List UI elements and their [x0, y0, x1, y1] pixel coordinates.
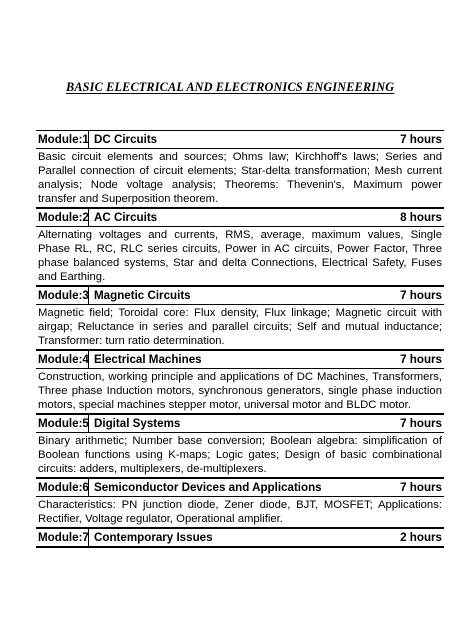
module-header	[36, 529, 444, 548]
module-3	[36, 287, 444, 351]
module-hours: 2 hours	[400, 531, 442, 544]
module-title: Digital Systems	[94, 417, 181, 430]
module-content: Binary arithmetic; Number base conversion; Boolean algebra: simplification of Boolean functions using K-maps; Logic gates; Design of basic combinational circuits: adders, multiplexers, de-multiplexers.	[36, 433, 444, 479]
module-4	[36, 351, 444, 415]
module-title: Semiconductor Devices and Applications	[94, 481, 322, 494]
module-title: Magnetic Circuits	[94, 289, 191, 302]
module-content: Characteristics: PN junction diode, Zener diode, BJT, MOSFET; Applications: Rectifier, Voltage regulator, Operational amplifier.	[36, 497, 444, 529]
module-6	[36, 479, 444, 529]
module-content: Construction, working principle and applications of DC Machines, Transformers, Three phase Induction motors, synchronous generators, single phase induction motors, special machines stepper motor, universal motor and BLDC motor.	[36, 369, 444, 415]
module-number: Module:3	[38, 289, 89, 302]
module-title: DC Circuits	[94, 133, 158, 146]
module-header	[36, 479, 444, 497]
module-number: Module:4	[38, 353, 89, 366]
module-header	[36, 351, 444, 369]
module-hours: 7 hours	[400, 481, 442, 494]
module-title: Contemporary Issues	[94, 531, 213, 544]
module-hours: 8 hours	[400, 211, 442, 224]
module-number: Module:6	[38, 481, 89, 494]
module-1	[36, 131, 444, 209]
module-hours: 7 hours	[400, 417, 442, 430]
module-hours: 7 hours	[400, 289, 442, 302]
module-title: AC Circuits	[94, 211, 158, 224]
module-header	[36, 131, 444, 149]
module-7	[36, 529, 444, 548]
page-title: BASIC ELECTRICAL AND ELECTRONICS ENGINEERING	[66, 80, 395, 94]
module-number: Module:5	[38, 417, 89, 430]
module-header	[36, 209, 444, 227]
module-hours: 7 hours	[400, 353, 442, 366]
module-number: Module:2	[38, 211, 89, 224]
module-header	[36, 415, 444, 433]
module-header	[36, 287, 444, 305]
module-5	[36, 415, 444, 479]
module-content: Alternating voltages and currents, RMS, average, maximum values, Single Phase RL, RC, RLC series circuits, Power in AC circuits, Power Factor, Three phase balanced systems, Star and delta Connections, Electrical Safety, Fuses and Earthing.	[36, 227, 444, 287]
syllabus-table	[36, 130, 444, 548]
module-content: Basic circuit elements and sources; Ohms law; Kirchhoff's laws; Series and Parallel connection of circuit elements; Star-delta transformation; Mesh current analysis; Node voltage analysis; Theorems: Thevenin's, Maximum power transfer and Superposition theorem.	[36, 149, 444, 209]
module-content: Magnetic field; Toroidal core: Flux density, Flux linkage; Magnetic circuit with airgap; Reluctance in series and parallel circuits; Self and mutual inductance; Transformer: turn ratio determination.	[36, 305, 444, 351]
module-2	[36, 209, 444, 287]
module-hours: 7 hours	[400, 133, 442, 146]
module-number: Module:1	[38, 133, 89, 146]
module-title: Electrical Machines	[94, 353, 202, 366]
module-number: Module:7	[38, 531, 89, 544]
